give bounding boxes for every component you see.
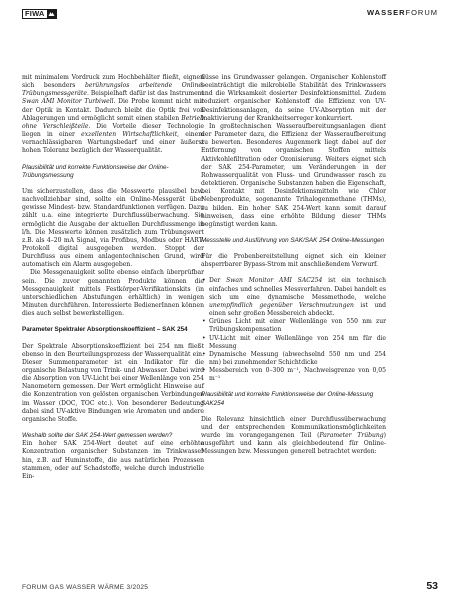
section-title-bold: WASSER [366, 8, 406, 17]
section-title-rest: FORUM [405, 8, 438, 17]
text-emphasis: exzellenten Wirtschaftlichkeit [81, 131, 178, 139]
footer-publication: FORUM GAS WASSER WÄRME 3/2025 [22, 584, 149, 591]
paragraph [201, 416, 386, 457]
paragraph: Für die Probenbereitstellung eignet sich ein kleiner absperrbarer Bypass-Strom mit anschließendem Verwurf. [201, 253, 386, 269]
text-emphasis: unempfindlich gegenüber Verschmutzungen [209, 301, 354, 309]
list-item: • Dynamische Messung (abwechselnd 550 nm und 254 nm) bei zunehmender Schichtdicke [201, 351, 386, 367]
paragraph: Die Messgenauigkeit sollte ebenso einfach überprüfbar sein. Die zuvor genannten Produkte können die Messgenauigkeit mittels Festkörper-Verifikationskits (in unterschiedlichen Abstufungen erhältlich) in wenigen Minuten durchführen. Interessierte BedienerInnen können dies auch selbst bewerkstelligen. [22, 269, 204, 318]
subheading: Plausibilität und korrekte Funktionsweise der Online-Messung SAK254 [201, 391, 374, 407]
list-item [201, 277, 386, 318]
paragraph [22, 74, 204, 156]
list-item: • Grünes Licht mit einer Wellenlänge von 550 nm zur Trübungskompensation [201, 318, 386, 334]
paragraph: Um sicherzustellen, dass die Messwerte plausibel bzw. nachvollziehbar sind, sollte ein Online-Messgerät über gewisse Mindest- bzw. Standardfunktionen verfügen. Dazu zählt u.a. eine integrierte Durchflussüberwachung. Sie ermöglicht die Ausgabe der aktuellen Durchflussmenge in l/h. Die Messwerte können zusätzlich zum Trübungswert z.B. als 4–20 mA Signal, via Profibus, Modbus oder HART-Protokoll digital ausgegeben werden. Stoppt der Durchfluss aus einem anlagentechnischen Grund, wird automatisch ein Alarm ausgegeben. [22, 187, 204, 269]
text-run: , einem vernachlässigbaren Wartungsbedarf und einer äußerst hohen Toleranz bezüglich der Wasserqualität. [22, 131, 204, 155]
text-run: Der [209, 277, 227, 285]
logo-text: FIWA [25, 9, 45, 18]
fiwa-logo [22, 9, 57, 19]
text-run: . Die Probe kommt nicht mit der Optik in Kontakt. Dadurch bleibt die Optik frei von Ablagerungen und ermöglicht somit einen stabilen [22, 98, 204, 122]
paragraph: Der Spektrale Absorptionskoeffizient bei 254 nm fließt ebenso in den Beurteilungsprozess der Wasserqualität ein. Dieser Summenparameter ist ein Indikator für die organische Belastung von Trink- und Abwasser. Dabei wird die Absorption von UV-Licht bei einer Wellenlänge von 254 Nanometern gemessen. Der Wert ermöglicht Hinweise auf die Konzentration von gelösten organischen Verbindungen im Wasser (DOC, TOC etc.). Von besonderer Bedeutung dabei sind UV-aktive Bindungen wie Aromaten und andere organische Stoffe. [22, 342, 204, 423]
section-title [367, 8, 438, 17]
subheading: Messstelle und Ausführung von SAK/SAK 254 Online-Messungen [201, 236, 385, 244]
paragraph: In großtechnischen Wasseraufbereitungsanlagen dient der Parameter dazu, die Effizienz der Wasseraufbereitung zu bewerten. Besonderes Augenmerk liegt dabei auf der Entfernung von organischen Stoffen mittels Aktivkohlefiltration oder Ozonisierung. Weiters eignet sich der SAK 254-Parameter, um Veränderungen in der Rohwasserqualität von Fluss- und Grundwasser rasch zu detektieren. Organische Substanzen haben die Eigenschaft, bei Kontakt mit Desinfektionsmitteln wie Chlor Nebenprodukte, sogenannte Trihalogenmethane (THMs), zu bilden. Ein hoher SAK 254-Wert kann somit darauf hinweisen, dass eine erhöhte Bildung dieser THMs begünstigt werden kann. [201, 122, 386, 228]
text-run: ist ein technisch einfaches und schnelles Messverfahren. Dabei handelt es sich um eine dynamische Messmethode, welche [209, 277, 386, 301]
page-header [0, 0, 460, 30]
text-run: ist und einen sehr großen Messbereich abdeckt. [209, 301, 386, 318]
text-run: mit minimalem Vordruck zum Hochbehälter fließt, eignen sich besonders [22, 74, 204, 90]
text-run: ) ausgeführt und kann als gleichbedeutend für Online-Messungen bzw. Messungen generell betrachtet werden: [201, 432, 386, 456]
text-emphasis: berührungslos arbeitende Online-Trübungsmessgeräte [22, 82, 204, 98]
subheading: Weshalb sollte der SAK 254-Wert gemessen werden? [22, 432, 173, 440]
list-item: • Messbereich von 0–300 m⁻¹, Nachweisgrenze von 0,05 m⁻¹ [201, 367, 386, 383]
paragraph: Ein hoher SAK 254-Wert deutet auf eine erhöhte Konzentration organischer Substanzen im Trinkwasser hin, z.B. auf Huminstoffe, die aus natürlichen Prozessen stammen, oder auf Schadstoffe, welche durch industrielle Ein- [22, 440, 204, 480]
text-emphasis: Swan AMI Monitor Turbiwell [22, 98, 114, 106]
bullet-list [201, 277, 386, 383]
text-emphasis: Betrieb ohne Verschleißteile [22, 114, 204, 130]
text-run: . Die Vorteile dieser Technologie liegen in einer [22, 122, 204, 139]
left-column [22, 74, 204, 481]
subheading: Plausibilität und korrekte Funktionsweise der Online-Trübungsmessung [22, 163, 169, 179]
right-column [201, 74, 386, 457]
text-run: Die Relevanz hinsichtlich einer Durchflussüberwachung und der entsprechenden Kommunikationsmöglichkeiten wurde im vorangegangenen Teil ( [201, 415, 386, 440]
paragraph: flüsse ins Grundwasser gelangen. Organischer Kohlenstoff beeinträchtigt die mikrobielle Stabilität des Trinkwassers und die Wirksamkeit dosierter Desinfektionsmittel. Zudem reduziert organischer Kohlenstoff die Effizienz von UV-Desinfektionsanlagen, da seine UV-Absorption mit der Inaktivierung der Krankheitserreger konkurriert. [201, 74, 386, 122]
text-run: . Beispielhaft dafür ist das Instrument [86, 90, 204, 98]
subheading: Parameter Spektraler Absorptionskoeffizient – SAK 254 [22, 326, 188, 334]
page-number: 53 [426, 580, 438, 592]
text-emphasis: Swan Monitor AMI SAC254 [226, 277, 323, 285]
list-item: • UV-Licht mit einer Wellenlänge von 254 nm für die Messung [201, 335, 386, 351]
logo-mark-icon [47, 10, 56, 18]
text-emphasis: Parameter Trübung [319, 432, 384, 440]
